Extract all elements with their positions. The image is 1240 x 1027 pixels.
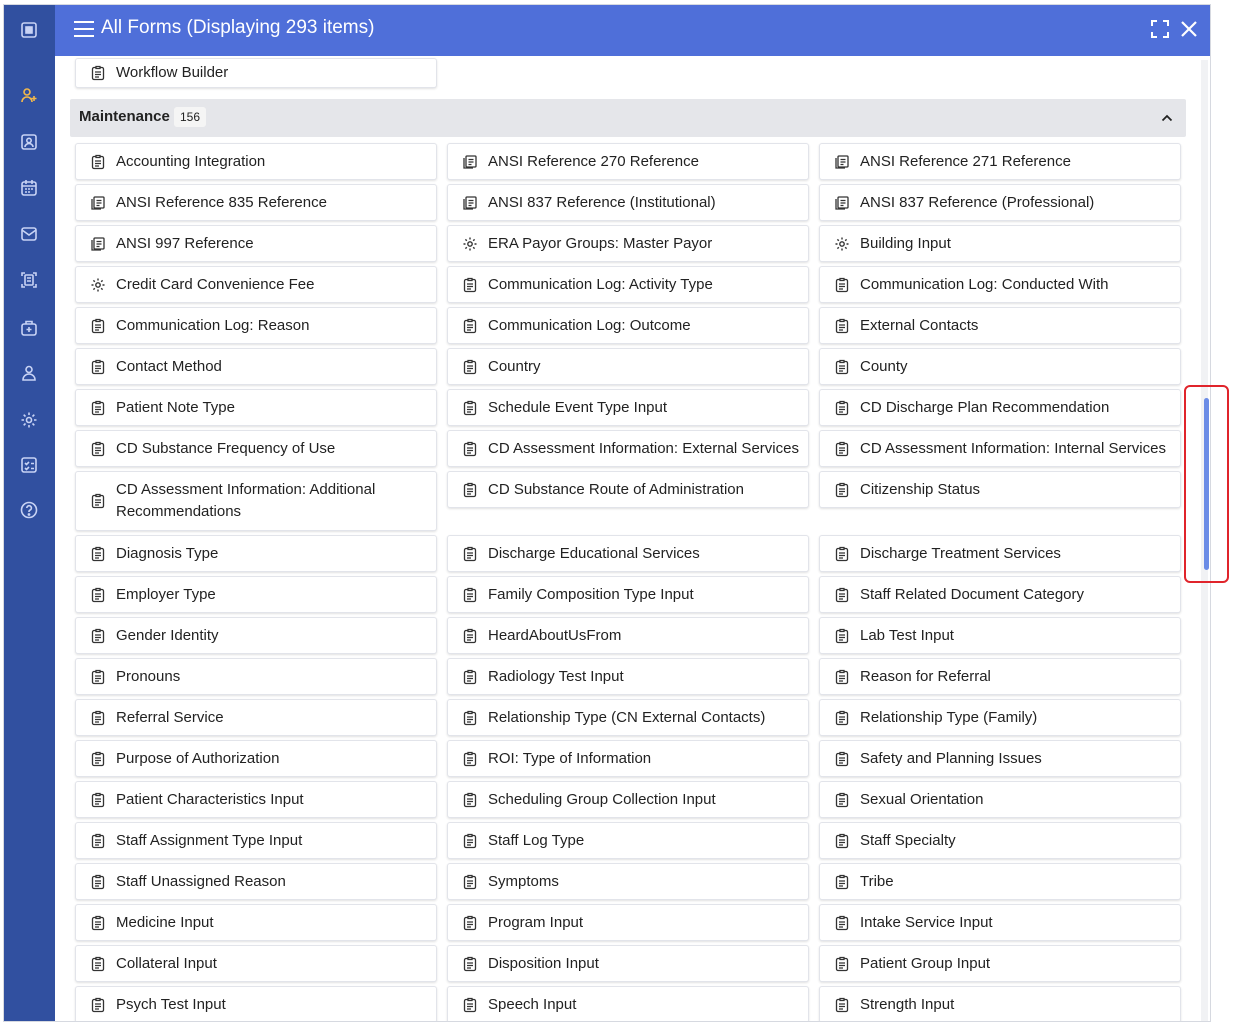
form-item-label: Staff Related Document Category bbox=[860, 585, 1085, 603]
form-item-label: ANSI 837 Reference (Institutional) bbox=[488, 193, 716, 211]
form-item-label: Staff Specialty bbox=[860, 831, 956, 849]
form-item-label: CD Discharge Plan Recommendation bbox=[860, 398, 1110, 416]
form-item[interactable] bbox=[819, 348, 1181, 385]
form-icon bbox=[90, 915, 106, 931]
form-item-label: Psych Test Input bbox=[116, 995, 226, 1013]
form-icon bbox=[834, 956, 850, 972]
form-icon bbox=[90, 154, 106, 170]
form-item-label: ANSI Reference 270 Reference bbox=[488, 152, 699, 170]
form-item-label: Medicine Input bbox=[116, 913, 214, 931]
calendar-icon[interactable] bbox=[16, 175, 42, 201]
form-item[interactable] bbox=[819, 986, 1181, 1021]
form-icon bbox=[834, 751, 850, 767]
form-item[interactable] bbox=[819, 945, 1181, 982]
form-item[interactable] bbox=[75, 986, 437, 1021]
form-item[interactable] bbox=[819, 740, 1181, 777]
panel-header bbox=[55, 5, 1210, 56]
form-item-label: Speech Input bbox=[488, 995, 577, 1013]
form-item[interactable] bbox=[447, 471, 809, 508]
contact-card-icon[interactable] bbox=[16, 129, 42, 155]
form-item[interactable] bbox=[447, 617, 809, 654]
form-item-label: Scheduling Group Collection Input bbox=[488, 790, 716, 808]
form-item-label: Safety and Planning Issues bbox=[860, 749, 1042, 767]
form-item[interactable] bbox=[75, 471, 437, 531]
form-icon bbox=[834, 915, 850, 931]
form-item[interactable] bbox=[75, 266, 437, 303]
form-item-label: Diagnosis Type bbox=[116, 544, 219, 562]
form-item[interactable] bbox=[819, 471, 1181, 508]
form-icon bbox=[834, 400, 850, 416]
form-item[interactable] bbox=[75, 863, 437, 900]
form-icon bbox=[90, 359, 106, 375]
form-item-label: CD Assessment Information: Additional Recommendations bbox=[116, 481, 376, 520]
form-item[interactable] bbox=[819, 184, 1181, 221]
form-item[interactable] bbox=[75, 307, 437, 344]
form-item-label: Communication Log: Reason bbox=[116, 316, 310, 334]
form-item-label: CD Substance Route of Administration bbox=[488, 481, 744, 498]
form-item-label: ROI: Type of Information bbox=[488, 749, 652, 767]
form-item[interactable] bbox=[447, 430, 809, 467]
form-item[interactable] bbox=[819, 225, 1181, 262]
section-header-maintenance[interactable] bbox=[70, 99, 1186, 137]
form-item-label: ANSI 997 Reference bbox=[116, 234, 254, 252]
form-icon bbox=[834, 833, 850, 849]
form-item-label: Family Composition Type Input bbox=[488, 585, 694, 603]
form-icon bbox=[462, 546, 478, 562]
form-item[interactable] bbox=[819, 781, 1181, 818]
form-item-label: Referral Service bbox=[116, 708, 224, 726]
form-item[interactable] bbox=[447, 740, 809, 777]
medical-kit-icon[interactable] bbox=[16, 315, 42, 341]
form-item-label: Workflow Builder bbox=[116, 64, 229, 81]
form-icon bbox=[462, 359, 478, 375]
form-item-label: CD Assessment Information: External Services bbox=[488, 439, 799, 457]
form-item[interactable] bbox=[447, 986, 809, 1021]
form-item-label: Purpose of Authorization bbox=[116, 749, 280, 767]
form-item-label: Accounting Integration bbox=[116, 152, 266, 170]
form-item-label: Staff Assignment Type Input bbox=[116, 831, 303, 849]
form-icon bbox=[462, 792, 478, 808]
form-item-label: Country bbox=[488, 357, 541, 375]
form-icon bbox=[462, 400, 478, 416]
form-item-label: Credit Card Convenience Fee bbox=[116, 275, 315, 293]
form-item-label: Communication Log: Conducted With bbox=[860, 275, 1109, 293]
form-icon bbox=[834, 546, 850, 562]
form-item-label: Building Input bbox=[860, 234, 951, 252]
form-icon bbox=[462, 628, 478, 644]
form-icon bbox=[462, 833, 478, 849]
form-icon bbox=[462, 318, 478, 334]
form-item-label: Staff Log Type bbox=[488, 831, 585, 849]
gear-icon bbox=[90, 277, 106, 293]
form-item[interactable] bbox=[75, 184, 437, 221]
form-item[interactable] bbox=[819, 266, 1181, 303]
form-item[interactable] bbox=[75, 822, 437, 859]
form-icon bbox=[90, 792, 106, 808]
form-item[interactable] bbox=[447, 904, 809, 941]
form-item[interactable] bbox=[447, 389, 809, 426]
form-item[interactable] bbox=[447, 945, 809, 982]
user-add-icon[interactable] bbox=[16, 83, 42, 109]
form-item-label: Intake Service Input bbox=[860, 913, 993, 931]
form-item-label: CD Substance Frequency of Use bbox=[116, 439, 336, 457]
form-item-label: Communication Log: Outcome bbox=[488, 316, 691, 334]
form-item[interactable] bbox=[819, 307, 1181, 344]
form-item-label: Discharge Educational Services bbox=[488, 544, 700, 562]
form-item-label: CD Assessment Information: Internal Services bbox=[860, 439, 1166, 457]
forms-list bbox=[55, 56, 1210, 1021]
form-item-label: County bbox=[860, 357, 908, 375]
form-icon bbox=[834, 710, 850, 726]
form-item[interactable] bbox=[75, 389, 437, 426]
form-item[interactable] bbox=[819, 658, 1181, 695]
gear-icon bbox=[462, 236, 478, 252]
form-item[interactable] bbox=[447, 535, 809, 572]
form-icon bbox=[834, 669, 850, 685]
form-item[interactable] bbox=[819, 430, 1181, 467]
left-nav-rail bbox=[4, 5, 55, 1021]
form-icon bbox=[90, 493, 106, 509]
reference-icon bbox=[462, 195, 478, 211]
person-icon[interactable] bbox=[16, 360, 42, 386]
reference-icon bbox=[462, 154, 478, 170]
form-item[interactable] bbox=[447, 658, 809, 695]
mail-icon[interactable] bbox=[16, 221, 42, 247]
form-icon bbox=[834, 792, 850, 808]
form-item[interactable] bbox=[819, 904, 1181, 941]
form-icon bbox=[90, 318, 106, 334]
form-icon bbox=[834, 997, 850, 1013]
form-item-label: Tribe bbox=[860, 872, 894, 890]
form-item[interactable] bbox=[447, 225, 809, 262]
form-item-label: Patient Group Input bbox=[860, 954, 991, 972]
all-forms-panel bbox=[4, 5, 1210, 1021]
form-icon bbox=[834, 628, 850, 644]
help-icon[interactable] bbox=[16, 497, 42, 523]
form-item[interactable] bbox=[75, 781, 437, 818]
form-item[interactable] bbox=[447, 307, 809, 344]
reference-icon bbox=[90, 195, 106, 211]
form-item[interactable] bbox=[819, 576, 1181, 613]
form-item-label: Staff Unassigned Reason bbox=[116, 872, 286, 890]
form-icon bbox=[90, 441, 106, 457]
chevron-up-icon[interactable] bbox=[1160, 111, 1174, 125]
expand-icon[interactable] bbox=[1150, 19, 1170, 39]
form-item-label: Patient Note Type bbox=[116, 398, 235, 416]
form-item-label: Gender Identity bbox=[116, 626, 219, 644]
form-item-label: Employer Type bbox=[116, 585, 216, 603]
form-icon bbox=[834, 587, 850, 603]
form-icon bbox=[90, 669, 106, 685]
form-item[interactable] bbox=[819, 863, 1181, 900]
form-item[interactable] bbox=[819, 389, 1181, 426]
form-icon bbox=[90, 628, 106, 644]
form-item[interactable] bbox=[447, 266, 809, 303]
form-icon bbox=[834, 441, 850, 457]
form-icon bbox=[834, 874, 850, 890]
form-item[interactable] bbox=[75, 143, 437, 180]
form-item-label: ANSI 837 Reference (Professional) bbox=[860, 193, 1095, 211]
form-item-label: Pronouns bbox=[116, 667, 181, 685]
form-icon bbox=[462, 587, 478, 603]
form-icon bbox=[90, 587, 106, 603]
form-icon bbox=[462, 710, 478, 726]
form-item-label: Disposition Input bbox=[488, 954, 599, 972]
form-item[interactable] bbox=[819, 143, 1181, 180]
reference-icon bbox=[834, 154, 850, 170]
scan-icon[interactable] bbox=[16, 267, 42, 293]
checklist-icon[interactable] bbox=[16, 452, 42, 478]
form-icon bbox=[834, 482, 850, 498]
form-item-label: Radiology Test Input bbox=[488, 667, 624, 685]
form-item-label: Discharge Treatment Services bbox=[860, 544, 1061, 562]
form-icon bbox=[90, 833, 106, 849]
form-icon bbox=[90, 751, 106, 767]
form-item[interactable] bbox=[447, 781, 809, 818]
form-icon bbox=[90, 956, 106, 972]
form-icon bbox=[90, 546, 106, 562]
form-item-label: Relationship Type (CN External Contacts) bbox=[488, 708, 766, 726]
form-icon bbox=[90, 400, 106, 416]
form-icon bbox=[462, 441, 478, 457]
gear-icon[interactable] bbox=[16, 407, 42, 433]
form-item-label: Citizenship Status bbox=[860, 481, 981, 498]
form-item[interactable] bbox=[447, 143, 809, 180]
form-item-label: ERA Payor Groups: Master Payor bbox=[488, 234, 713, 252]
form-item-label: ANSI Reference 835 Reference bbox=[116, 193, 327, 211]
close-icon[interactable] bbox=[1178, 18, 1200, 40]
form-item-label: Sexual Orientation bbox=[860, 790, 984, 808]
form-item[interactable] bbox=[447, 576, 809, 613]
form-item[interactable] bbox=[447, 822, 809, 859]
count-badge: 156 bbox=[174, 107, 206, 127]
form-item[interactable] bbox=[75, 617, 437, 654]
page-title: All Forms (Displaying 293 items) bbox=[101, 17, 375, 38]
form-icon bbox=[834, 277, 850, 293]
form-item[interactable] bbox=[75, 904, 437, 941]
form-item[interactable] bbox=[75, 535, 437, 572]
form-item-label: Contact Method bbox=[116, 357, 222, 375]
grid-icon[interactable] bbox=[16, 17, 42, 43]
form-icon bbox=[834, 359, 850, 375]
form-item-label: Symptoms bbox=[488, 872, 559, 890]
form-item-label: External Contacts bbox=[860, 316, 979, 334]
form-icon bbox=[90, 710, 106, 726]
reference-icon bbox=[90, 236, 106, 252]
form-icon bbox=[462, 997, 478, 1013]
form-item-label: ANSI Reference 271 Reference bbox=[860, 152, 1071, 170]
form-icon bbox=[462, 874, 478, 890]
form-icon bbox=[90, 997, 106, 1013]
form-item-label: Lab Test Input bbox=[860, 626, 954, 644]
form-item[interactable] bbox=[447, 863, 809, 900]
form-icon bbox=[462, 956, 478, 972]
form-icon bbox=[462, 277, 478, 293]
form-item[interactable] bbox=[75, 658, 437, 695]
form-item[interactable] bbox=[447, 699, 809, 736]
form-item[interactable] bbox=[75, 430, 437, 467]
gear-icon bbox=[834, 236, 850, 252]
form-item-label: Strength Input bbox=[860, 995, 955, 1013]
form-item[interactable] bbox=[447, 184, 809, 221]
form-icon bbox=[462, 915, 478, 931]
form-icon bbox=[462, 482, 478, 498]
form-item[interactable] bbox=[75, 945, 437, 982]
form-item[interactable] bbox=[447, 348, 809, 385]
form-item[interactable] bbox=[75, 225, 437, 262]
form-item[interactable] bbox=[819, 699, 1181, 736]
form-item-label: Relationship Type (Family) bbox=[860, 708, 1038, 726]
form-item-label: Schedule Event Type Input bbox=[488, 398, 668, 416]
form-item[interactable] bbox=[75, 576, 437, 613]
reference-icon bbox=[834, 195, 850, 211]
form-icon bbox=[834, 318, 850, 334]
form-icon bbox=[90, 874, 106, 890]
form-item-label: Communication Log: Activity Type bbox=[488, 275, 713, 293]
form-item-label: Reason for Referral bbox=[860, 667, 991, 685]
form-icon bbox=[462, 751, 478, 767]
form-item[interactable] bbox=[75, 740, 437, 777]
form-icon bbox=[462, 669, 478, 685]
scrollbar-highlight-box bbox=[1184, 385, 1229, 583]
form-item[interactable] bbox=[819, 822, 1181, 859]
section-title: Maintenance bbox=[79, 108, 170, 125]
form-item[interactable] bbox=[819, 617, 1181, 654]
hamburger-menu-icon[interactable] bbox=[73, 20, 95, 38]
form-icon bbox=[90, 65, 106, 81]
form-item[interactable] bbox=[819, 535, 1181, 572]
form-item[interactable] bbox=[75, 348, 437, 385]
form-item-workflow-builder[interactable] bbox=[75, 58, 437, 88]
form-item-label: Program Input bbox=[488, 913, 584, 931]
form-item[interactable] bbox=[75, 699, 437, 736]
form-item-label: HeardAboutUsFrom bbox=[488, 626, 622, 644]
form-item-label: Collateral Input bbox=[116, 954, 217, 972]
form-item-label: Patient Characteristics Input bbox=[116, 790, 304, 808]
